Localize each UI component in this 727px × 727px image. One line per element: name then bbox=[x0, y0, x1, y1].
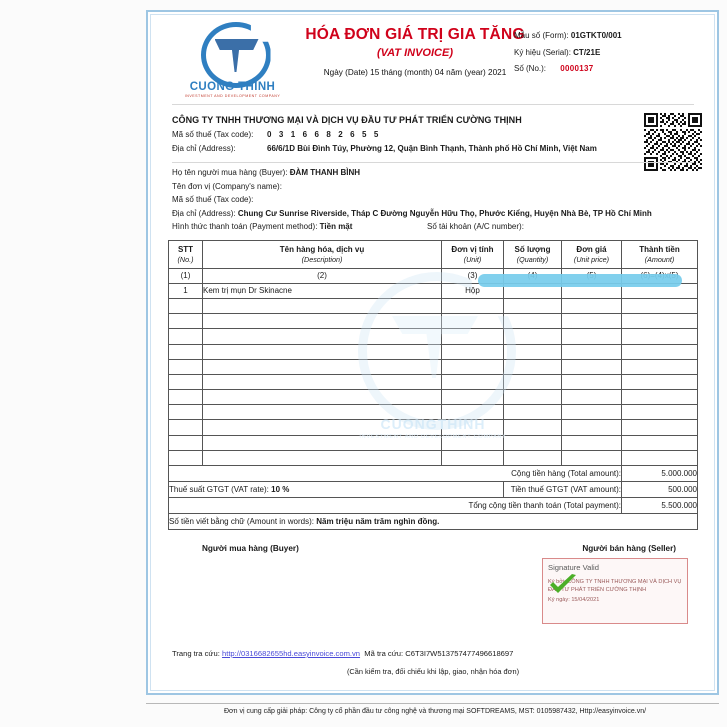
amount-words-cell bbox=[169, 514, 698, 530]
colnum-2: (2) bbox=[203, 268, 442, 283]
th-unit-price-sub: (Unit price) bbox=[573, 254, 610, 264]
logo-mark-icon bbox=[197, 22, 269, 80]
empty-cell bbox=[203, 405, 442, 420]
payment-method-group bbox=[172, 220, 427, 234]
th-stt bbox=[169, 240, 203, 268]
invoice-table-wrap bbox=[158, 238, 708, 530]
colnum-1: (1) bbox=[169, 268, 203, 283]
th-description-sub: (Description) bbox=[301, 254, 343, 264]
empty-cell bbox=[169, 359, 203, 374]
th-unit-price-main: Đơn giá bbox=[576, 244, 607, 254]
th-unit bbox=[442, 240, 504, 268]
signature-valid-text: Signature Valid bbox=[548, 563, 599, 573]
serial-value: CT/21E bbox=[573, 47, 601, 57]
empty-cell bbox=[169, 450, 203, 465]
serial-row bbox=[514, 45, 704, 62]
buyer-name-row bbox=[172, 166, 708, 180]
invoice-header bbox=[158, 18, 708, 104]
lookup-url-link[interactable]: http://0316682655hd.easyinvoice.com.vn bbox=[221, 649, 361, 659]
empty-cell bbox=[169, 420, 203, 435]
empty-cell bbox=[504, 405, 562, 420]
empty-cell bbox=[169, 390, 203, 405]
empty-cell bbox=[203, 298, 442, 313]
empty-cell bbox=[203, 359, 442, 374]
empty-cell bbox=[203, 344, 442, 359]
empty-cell bbox=[504, 450, 562, 465]
buyer-name-value: ĐÀM THANH BÌNH bbox=[289, 168, 360, 177]
table-row-empty bbox=[169, 344, 698, 359]
empty-cell bbox=[169, 314, 203, 329]
total-amount-label: Cộng tiền hàng (Total amount): bbox=[169, 466, 622, 482]
empty-cell bbox=[504, 314, 562, 329]
amount-words-label: Số tiền viết bằng chữ (Amount in words): bbox=[169, 517, 314, 527]
signed-date-text: Ký ngày: 15/04/2021 bbox=[548, 597, 600, 604]
empty-cell bbox=[442, 435, 504, 450]
form-label: Mẫu số (Form): bbox=[514, 31, 569, 40]
empty-cell bbox=[442, 405, 504, 420]
empty-cell bbox=[442, 420, 504, 435]
total-payment-row bbox=[169, 498, 698, 514]
seller-taxcode-value: 0 3 1 6 6 8 2 6 5 5 bbox=[267, 130, 381, 139]
provider-text: Đơn vị cung cấp giải pháp: Công ty cổ phần đầu tư công nghệ và thương mại SOFTDREAMS, MST: 0105987432, Http://easyinvoice.vn/ bbox=[223, 708, 647, 715]
empty-cell bbox=[169, 344, 203, 359]
empty-cell bbox=[169, 374, 203, 389]
footer-note: (Cần kiểm tra, đối chiếu khi lập, giao, nhận hóa đơn) bbox=[346, 667, 520, 677]
total-amount-value: 5.000.000 bbox=[622, 466, 698, 482]
lookup-code-label: Mã tra cứu: bbox=[364, 649, 404, 659]
th-description-main: Tên hàng hóa, dịch vụ bbox=[279, 244, 365, 254]
form-row bbox=[514, 28, 704, 45]
buyer-taxcode-label: Mã số thuế (Tax code): bbox=[172, 195, 254, 205]
table-row-empty bbox=[169, 314, 698, 329]
buyer-taxcode-row bbox=[172, 193, 708, 207]
form-value: 01GTKT0/001 bbox=[570, 31, 622, 40]
empty-cell bbox=[169, 298, 203, 313]
empty-cell bbox=[504, 344, 562, 359]
account-number-label: Số tài khoản (A/C number): bbox=[427, 222, 524, 232]
colnum-3: (3) bbox=[442, 268, 504, 283]
empty-cell bbox=[622, 420, 698, 435]
row-unit: Hộp bbox=[442, 283, 504, 298]
buyer-payment-row bbox=[172, 220, 708, 234]
buyer-company-row bbox=[172, 180, 708, 194]
empty-cell bbox=[562, 359, 622, 374]
table-row-empty bbox=[169, 329, 698, 344]
logo-tagline: INVESTMENT AND DEVELOPMENT COMPANY bbox=[184, 94, 281, 98]
redaction-marker bbox=[478, 274, 682, 287]
empty-cell bbox=[169, 405, 203, 420]
seller-address-row bbox=[172, 143, 708, 154]
seller-taxcode-row bbox=[172, 129, 708, 140]
lookup-row bbox=[172, 648, 694, 660]
buyer-name-label: Họ tên người mua hàng (Buyer): bbox=[172, 168, 288, 177]
table-row-empty bbox=[169, 405, 698, 420]
vat-rate-value: 10 % bbox=[271, 485, 290, 495]
th-description bbox=[203, 240, 442, 268]
empty-cell bbox=[562, 450, 622, 465]
company-logo bbox=[180, 22, 285, 104]
empty-cell bbox=[504, 359, 562, 374]
table-row-empty bbox=[169, 298, 698, 313]
vat-rate-label: Thuế suất GTGT (VAT rate): bbox=[169, 485, 269, 495]
th-stt-sub: (No.) bbox=[177, 254, 194, 264]
buyer-signature-label: Người mua hàng (Buyer) bbox=[202, 544, 299, 554]
empty-cell bbox=[504, 298, 562, 313]
buyer-address-value: Chung Cư Sunrise Riverside, Tháp C Đường Nguyễn Hữu Thọ, Phước Kiểng, Huyện Nhà Bè, TP Hồ Chí Minh bbox=[237, 208, 652, 218]
table-row-empty bbox=[169, 450, 698, 465]
empty-cell bbox=[622, 435, 698, 450]
empty-cell bbox=[562, 344, 622, 359]
empty-cell bbox=[504, 374, 562, 389]
empty-cell bbox=[562, 390, 622, 405]
invoice-meta bbox=[514, 28, 704, 78]
empty-cell bbox=[442, 390, 504, 405]
empty-cell bbox=[203, 390, 442, 405]
invoice-title-block bbox=[296, 26, 534, 77]
buyer-section bbox=[158, 163, 708, 238]
table-row-empty bbox=[169, 359, 698, 374]
row-description: Kem trị mụn Dr Skinacne bbox=[203, 283, 442, 298]
empty-cell bbox=[442, 374, 504, 389]
empty-cell bbox=[622, 374, 698, 389]
th-unit-main: Đơn vị tính bbox=[451, 244, 494, 254]
number-value: 0000137 bbox=[560, 64, 594, 73]
vat-row bbox=[169, 482, 698, 498]
vat-amount-label: Tiền thuế GTGT (VAT amount): bbox=[504, 482, 622, 498]
empty-cell bbox=[203, 450, 442, 465]
footer-divider bbox=[146, 703, 719, 704]
table-footer bbox=[169, 466, 698, 530]
buyer-address-label: Địa chỉ (Address): bbox=[172, 208, 236, 218]
table-header-row bbox=[169, 240, 698, 268]
seller-address-value: 66/6/1D Bùi Đình Túy, Phường 12, Quận Bình Thạnh, Thành phố Hồ Chí Minh, Việt Nam bbox=[267, 144, 597, 153]
empty-cell bbox=[169, 329, 203, 344]
buyer-company-label: Tên đơn vị (Company's name): bbox=[172, 181, 282, 191]
empty-cell bbox=[562, 420, 622, 435]
serial-label: Ký hiệu (Serial): bbox=[514, 47, 571, 57]
empty-cell bbox=[622, 390, 698, 405]
vat-rate-group bbox=[169, 482, 504, 498]
seller-divider bbox=[172, 162, 694, 163]
th-quantity bbox=[504, 240, 562, 268]
seller-section bbox=[158, 109, 708, 162]
empty-cell bbox=[442, 314, 504, 329]
row-stt: 1 bbox=[169, 283, 203, 298]
payment-method-value: Tiền mặt bbox=[319, 222, 353, 232]
empty-cell bbox=[442, 344, 504, 359]
empty-cell bbox=[562, 298, 622, 313]
empty-cell bbox=[203, 314, 442, 329]
th-stt-main: STT bbox=[177, 244, 194, 254]
empty-cell bbox=[622, 344, 698, 359]
empty-cell bbox=[504, 420, 562, 435]
empty-cell bbox=[562, 435, 622, 450]
vat-amount-value: 500.000 bbox=[622, 482, 698, 498]
invoice-footer bbox=[158, 646, 708, 676]
watermark-subtext: INVESTMENT AND DEVELOPMENT COMPANY bbox=[359, 433, 507, 440]
watermark-text: CUONGTHINH bbox=[380, 415, 486, 432]
th-amount bbox=[622, 240, 698, 268]
th-amount-main: Thành tiền bbox=[639, 244, 680, 254]
check-icon bbox=[548, 573, 578, 597]
empty-cell bbox=[622, 314, 698, 329]
empty-cell bbox=[562, 314, 622, 329]
signature-section bbox=[158, 530, 708, 646]
th-quantity-sub: (Quantity) bbox=[516, 254, 549, 264]
empty-cell bbox=[622, 329, 698, 344]
number-label: Số (No.): bbox=[514, 64, 547, 73]
lookup-label: Trang tra cứu: bbox=[172, 649, 220, 659]
table-row-empty bbox=[169, 374, 698, 389]
th-unit-sub: (Unit) bbox=[463, 254, 482, 264]
empty-cell bbox=[562, 329, 622, 344]
empty-cell bbox=[203, 435, 442, 450]
seller-taxcode-label: Mã số thuế (Tax code): bbox=[172, 130, 254, 139]
amount-words-value: Năm triệu năm trăm nghìn đồng. bbox=[316, 517, 440, 527]
empty-cell bbox=[442, 359, 504, 374]
buyer-address-row bbox=[172, 207, 708, 221]
header-divider bbox=[172, 104, 694, 105]
table-row-empty bbox=[169, 420, 698, 435]
invoice-date: Ngày (Date) 15 tháng (month) 04 năm (year) 2021 bbox=[323, 68, 507, 77]
invoice-title-english: (VAT INVOICE) bbox=[377, 47, 453, 59]
amount-words-row bbox=[169, 514, 698, 530]
empty-cell bbox=[442, 329, 504, 344]
empty-cell bbox=[504, 435, 562, 450]
empty-cell bbox=[622, 450, 698, 465]
lookup-code-value: C6T3I7W513757477496618697 bbox=[405, 649, 514, 659]
total-payment-label: Tổng cộng tiền thanh toán (Total payment): bbox=[169, 498, 622, 514]
account-number-group bbox=[427, 220, 708, 234]
empty-cell bbox=[203, 374, 442, 389]
signed-by-text: Ký bởi: CÔNG TY TNHH THƯƠNG MẠI VÀ DỊCH VỤ ĐẦU TƯ PHÁT TRIỂN CƯỜNG THỊNH bbox=[548, 579, 682, 593]
invoice-content bbox=[158, 18, 708, 687]
number-row bbox=[514, 61, 704, 78]
th-quantity-main: Số lượng bbox=[514, 244, 551, 254]
empty-cell bbox=[203, 420, 442, 435]
payment-method-label: Hình thức thanh toán (Payment method): bbox=[172, 222, 318, 232]
seller-signature-label: Người bán hàng (Seller) bbox=[582, 544, 676, 554]
digital-signature-box bbox=[542, 558, 688, 624]
empty-cell bbox=[622, 359, 698, 374]
th-amount-sub: (Amount) bbox=[644, 254, 675, 264]
empty-cell bbox=[562, 405, 622, 420]
th-unit-price bbox=[562, 240, 622, 268]
empty-cell bbox=[442, 298, 504, 313]
empty-cell bbox=[562, 374, 622, 389]
empty-cell bbox=[169, 435, 203, 450]
empty-cell bbox=[203, 329, 442, 344]
table-row-empty bbox=[169, 435, 698, 450]
logo-company-name: CUONG THINH bbox=[189, 81, 276, 93]
empty-cell bbox=[504, 390, 562, 405]
table-row-empty bbox=[169, 390, 698, 405]
total-amount-row bbox=[169, 466, 698, 482]
empty-cell bbox=[622, 405, 698, 420]
invoice-title: HÓA ĐƠN GIÁ TRỊ GIA TĂNG bbox=[305, 26, 525, 43]
seller-company-name: CÔNG TY TNHH THƯƠNG MẠI VÀ DỊCH VỤ ĐẦU TƯ PHÁT TRIỂN CƯỜNG THỊNH bbox=[172, 115, 522, 125]
empty-cell bbox=[442, 450, 504, 465]
seller-address-label: Địa chỉ (Address): bbox=[172, 144, 236, 153]
empty-cell bbox=[504, 329, 562, 344]
total-payment-value: 5.500.000 bbox=[622, 498, 698, 514]
empty-cell bbox=[622, 298, 698, 313]
